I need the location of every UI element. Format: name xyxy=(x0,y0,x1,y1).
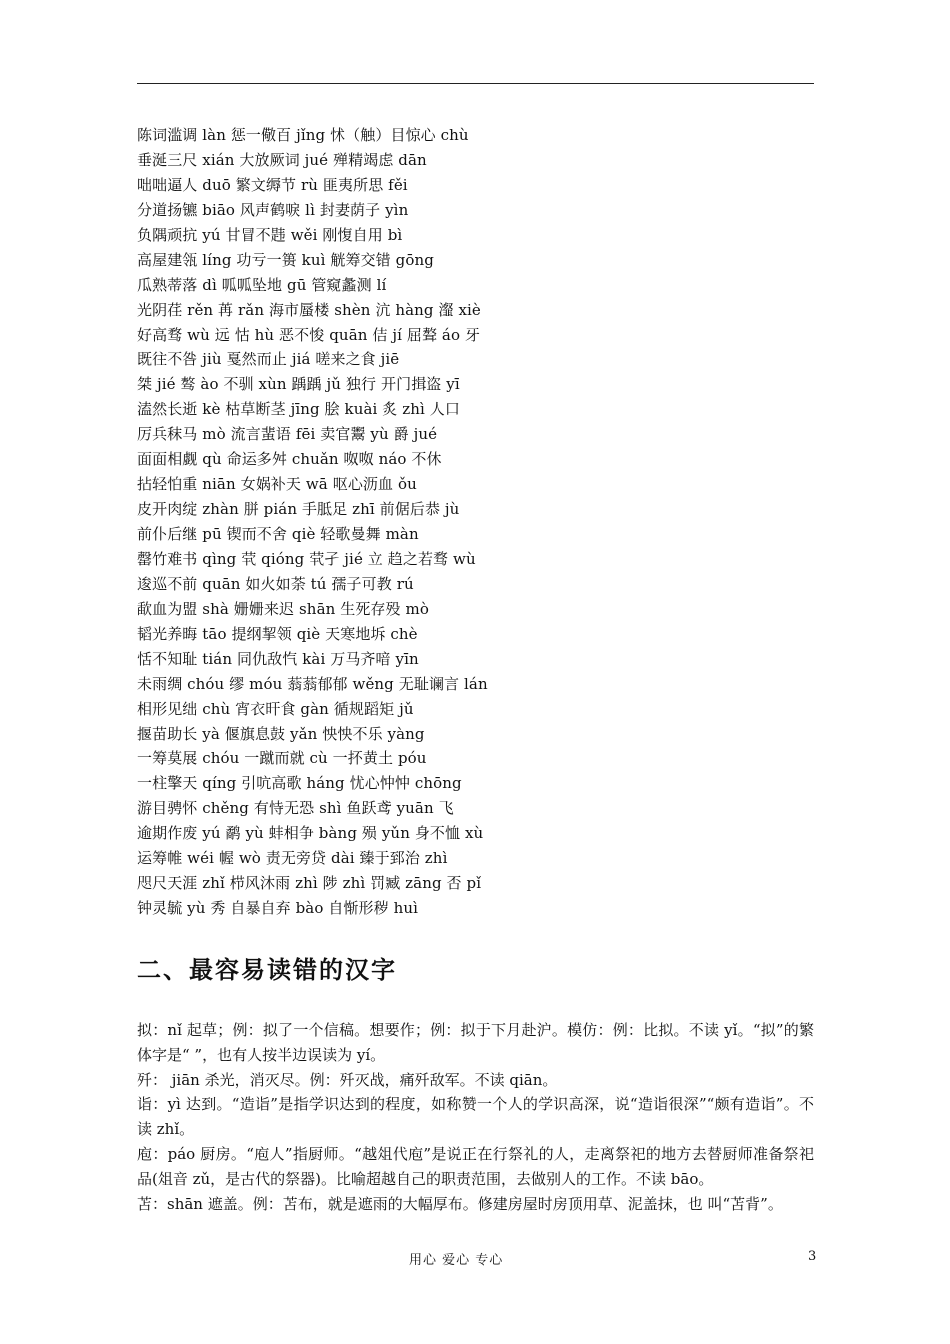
word-line: 陈词滥调 làn 惩一儆百 jǐng 怵（触）目惊心 chù xyxy=(137,126,469,144)
idiom-word-list xyxy=(137,123,814,921)
word-line: 负隅顽抗 yú 甘冒不韪 wěi 刚愎自用 bì xyxy=(137,225,403,244)
word-line: 逾期作废 yú 鹬 yù 蚌相争 bàng 殒 yǔn 身不恤 xù xyxy=(137,824,484,843)
word-line: 既往不咎 jiù 戛然而止 jiá 嗟来之食 jiē xyxy=(137,350,400,369)
entry-jian: 歼： jiān 杀光，消灭尽。例：歼灭战，痛歼敌军。不读 qiān。 xyxy=(137,1070,558,1089)
word-line: 钟灵毓 yù 秀 自暴自弃 bào 自惭形秽 huì xyxy=(137,899,419,918)
word-line: 未雨绸 chóu 缪 móu 蓊蓊郁郁 wěng 无耻谰言 lán xyxy=(137,674,488,693)
word-line: 前仆后继 pū 锲而不舍 qiè 轻歌曼舞 màn xyxy=(137,525,419,543)
word-line: 一柱擎天 qíng 引吭高歌 háng 忧心忡忡 chōng xyxy=(137,774,462,793)
word-line: 皮开肉绽 zhàn 胼 pián 手胝足 zhī 前倨后恭 jù xyxy=(137,500,460,519)
page-number: 3 xyxy=(808,1249,817,1264)
header-rule xyxy=(137,83,814,84)
word-line: 溘然长逝 kè 枯草断茎 jīng 脍 kuài 炙 zhì 人口 xyxy=(137,400,460,419)
word-line: 好高骛 wù 远 怙 hù 恶不悛 quān 佶 jí 屈聱 áo 牙 xyxy=(137,325,481,344)
entry-yi: 诣：yì 达到。“造诣”是指学识达到的程度，如称赞一个人的学识高深，说“造诣很深”“颇有造诣”。不读 zhǐ。 xyxy=(137,1095,814,1139)
word-line: 垂涎三尺 xián 大放厥词 jué 殚精竭虑 dān xyxy=(137,150,427,169)
word-line: 瓜熟蒂落 dì 呱呱坠地 gū 管窥蠡测 lí xyxy=(137,275,387,294)
word-line: 揠苗助长 yà 偃旗息鼓 yǎn 怏怏不乐 yàng xyxy=(137,724,425,743)
word-line: 游目骋怀 chěng 有恃无恐 shì 鱼跃鸢 yuān 飞 xyxy=(137,799,454,818)
word-line: 高屋建瓴 líng 功亏一篑 kuì 觥筹交错 gōng xyxy=(137,250,434,269)
word-line: 面面相觑 qù 命运多舛 chuǎn 呶呶 náo 不休 xyxy=(137,450,442,469)
word-line: 光阴荏 rěn 苒 rǎn 海市蜃楼 shèn 沆 hàng 瀣 xiè xyxy=(137,300,481,319)
character-entries xyxy=(137,1018,814,1216)
entry-shan: 苫：shān 遮盖。例：苫布，就是遮雨的大幅厚布。修建房屋时房顶用草、泥盖抹，也 叫“苫背”。 xyxy=(137,1194,783,1213)
section-heading: 二、最容易读错的汉字 xyxy=(137,955,397,984)
word-line: 恬不知耻 tián 同仇敌忾 kài 万马齐喑 yīn xyxy=(137,649,419,668)
word-line: 厉兵秣马 mò 流言蜚语 fēi 卖官鬻 yù 爵 jué xyxy=(137,425,438,444)
word-line: 歃血为盟 shà 姗姗来迟 shān 生死存殁 mò xyxy=(137,599,429,618)
word-line: 一筹莫展 chóu 一蹴而就 cù 一抔黄土 póu xyxy=(137,749,427,768)
word-line: 桀 jié 骜 ào 不驯 xùn 踽踽 jǔ 独行 开门揖盗 yī xyxy=(137,375,460,394)
word-line: 韬光养晦 tāo 提纲挈领 qiè 天寒地坼 chè xyxy=(137,624,418,643)
footer-text: 用心 爱心 专心 xyxy=(409,1253,504,1268)
word-line: 分道扬镳 biāo 风声鹤唳 lì 封妻荫子 yìn xyxy=(137,200,409,219)
word-line: 运筹帷 wéi 幄 wò 责无旁贷 dài 臻于郅治 zhì xyxy=(137,849,448,868)
word-line: 咄咄逼人 duō 繁文缛节 rù 匪夷所思 fěi xyxy=(137,175,408,194)
word-line: 咫尺天涯 zhǐ 栉风沐雨 zhì 陟 zhì 罚臧 zāng 否 pǐ xyxy=(137,874,482,893)
word-line: 罄竹难书 qìng 茕 qióng 茕孑 jié 立 趋之若骛 wù xyxy=(137,549,476,568)
word-line: 拈轻怕重 niān 女娲补天 wā 呕心沥血 ǒu xyxy=(137,475,417,494)
entry-pao: 庖：páo 厨房。“庖人”指厨师。“越俎代庖”是说正在行祭礼的人，走离祭祀的地方去替厨师准备祭祀品(俎音 zǔ，是古代的祭器)。比喻超越自己的职责范围，去做别人的工作。不读 bāo。 xyxy=(137,1144,814,1188)
word-line: 逡巡不前 quān 如火如荼 tú 孺子可教 rú xyxy=(137,574,414,593)
entry-ni: 拟：nǐ 起草；例：拟了一个信稿。想要作；例：拟于下月赴沪。模仿：例：比拟。不读 yǐ。“拟”的繁体字是“ ”，也有人按半边误读为 yí。 xyxy=(137,1021,814,1064)
word-line: 相形见绌 chù 宵衣旰食 gàn 循规蹈矩 jǔ xyxy=(137,699,414,718)
